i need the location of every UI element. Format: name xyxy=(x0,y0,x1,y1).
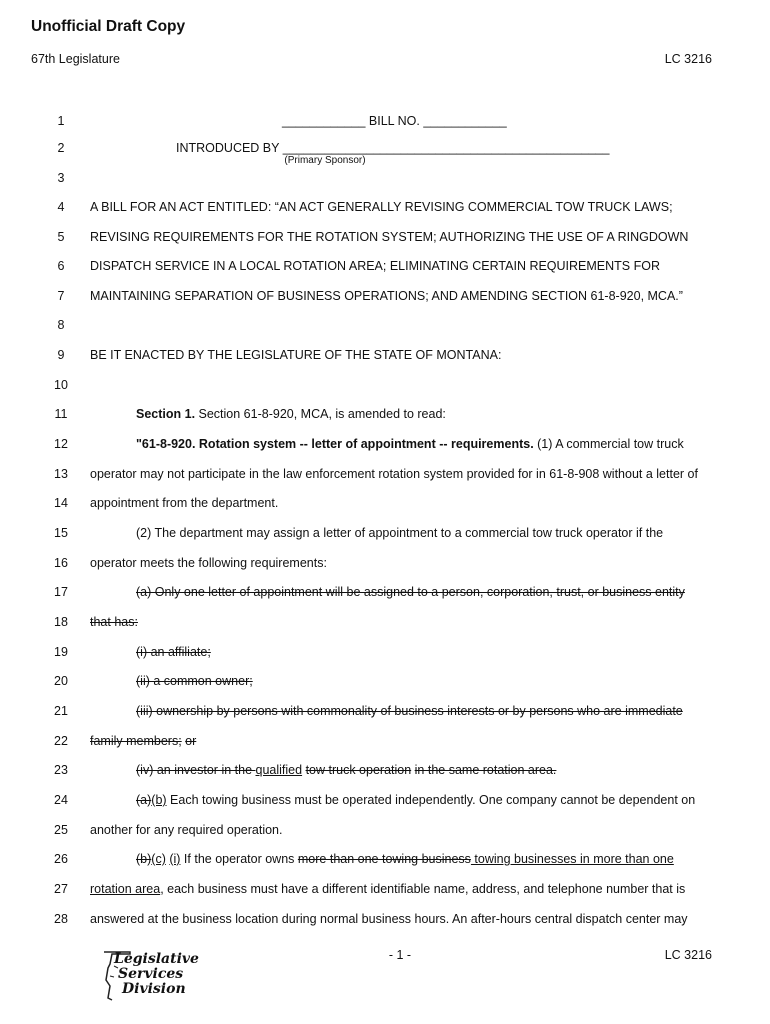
page-number: - 1 - xyxy=(388,948,412,962)
line-11 xyxy=(0,405,770,423)
line-5 xyxy=(0,228,770,246)
line-6 xyxy=(0,257,770,275)
line-21 xyxy=(0,702,770,720)
line-text: appointment from the department. xyxy=(90,496,279,510)
line-number: 6 xyxy=(57,259,65,273)
line-7 xyxy=(0,287,770,305)
struck-text: tow truck operation xyxy=(305,763,412,777)
line-13 xyxy=(0,465,770,483)
line-text xyxy=(136,850,674,868)
line-10 xyxy=(0,376,770,394)
line-number: 16 xyxy=(54,556,68,570)
line-22 xyxy=(0,732,770,750)
inserted-text: (i) xyxy=(169,852,181,866)
line-15 xyxy=(0,524,770,542)
legislature-label: 67th Legislature xyxy=(31,52,120,66)
inserted-text: (c) xyxy=(151,852,166,866)
line-number: 9 xyxy=(57,348,65,362)
line-number: 1 xyxy=(57,114,65,128)
logo-text-line3: Division xyxy=(122,981,186,997)
line-text: operator meets the following requirements: xyxy=(90,556,327,570)
line-text: REVISING REQUIREMENTS FOR THE ROTATION SYSTEM; AUTHORIZING THE USE OF A RINGDOWN xyxy=(90,230,689,244)
line-text: A BILL FOR AN ACT ENTITLED: “AN ACT GENERALLY REVISING COMMERCIAL TOW TRUCK LAWS; xyxy=(90,200,673,214)
line-8 xyxy=(0,316,770,334)
lc-number-header: LC 3216 xyxy=(664,52,712,66)
primary-sponsor-note: (Primary Sponsor) xyxy=(284,155,366,166)
line-24 xyxy=(0,791,770,809)
struck-text: more than one towing business xyxy=(297,852,471,866)
line-number: 4 xyxy=(57,200,65,214)
inserted-text: (b) xyxy=(151,793,167,807)
statute-heading: "61-8-920. Rotation system -- letter of appointment -- requirements. xyxy=(136,437,534,451)
inserted-text: towing businesses in more than one xyxy=(470,852,674,866)
line-number: 19 xyxy=(54,645,68,659)
line-number: 24 xyxy=(54,793,68,807)
line-number: 12 xyxy=(54,437,68,451)
line-14 xyxy=(0,494,770,512)
struck-text: that has: xyxy=(90,615,138,629)
struck-text: (iii) ownership by persons with commonality of business interests or by persons who are immediate xyxy=(136,704,683,718)
section-heading: Section 1. xyxy=(136,407,196,421)
line-18 xyxy=(0,613,770,631)
line-20 xyxy=(0,672,770,690)
line-number: 11 xyxy=(54,407,68,421)
line-12 xyxy=(0,435,770,453)
struck-text: (i) an affiliate; xyxy=(136,645,211,659)
line-text xyxy=(136,405,446,423)
line-number: 17 xyxy=(54,585,68,599)
line-text: MAINTAINING SEPARATION OF BUSINESS OPERATIONS; AND AMENDING SECTION 61-8-920, MCA.” xyxy=(90,289,683,303)
line-number: 3 xyxy=(57,171,65,185)
line-17 xyxy=(0,583,770,601)
line-text: operator may not participate in the law enforcement rotation system provided for in 61-8-908 without a letter of xyxy=(90,467,698,481)
line-number: 5 xyxy=(57,230,65,244)
line-number: 26 xyxy=(54,852,68,866)
statute-text: (1) A commercial tow truck xyxy=(533,437,684,451)
struck-text: in the same rotation area. xyxy=(414,763,557,777)
inserted-text: qualified xyxy=(255,763,303,777)
line-23 xyxy=(0,761,770,779)
line-19 xyxy=(0,643,770,661)
line-text: answered at the business location during normal business hours. An after-hours central dispatch center may xyxy=(90,912,688,926)
struck-text: family members; xyxy=(90,734,182,748)
plain-text: If the operator owns xyxy=(180,852,298,866)
introduced-by-line: INTRODUCED BY _______________________________________________ xyxy=(176,141,610,155)
line-text xyxy=(90,880,685,898)
logo-text-line1: Legislative xyxy=(114,951,199,967)
line-number: 28 xyxy=(54,912,68,926)
line-number: 21 xyxy=(54,704,68,718)
line-text xyxy=(136,791,695,809)
line-28 xyxy=(0,910,770,928)
line-26 xyxy=(0,850,770,868)
inserted-text: rotation area xyxy=(90,882,161,896)
struck-text: (b) xyxy=(136,852,152,866)
line-25 xyxy=(0,821,770,839)
draft-title: Unofficial Draft Copy xyxy=(31,18,186,35)
enacting-clause: BE IT ENACTED BY THE LEGISLATURE OF THE STATE OF MONTANA: xyxy=(90,348,502,362)
line-text: DISPATCH SERVICE IN A LOCAL ROTATION AREA; ELIMINATING CERTAIN REQUIREMENTS FOR xyxy=(90,259,661,273)
struck-text: (a) Only one letter of appointment will be assigned to a person, corporation, trust, or business entity xyxy=(136,585,685,599)
line-number: 7 xyxy=(57,289,65,303)
line-9 xyxy=(0,346,770,364)
lc-number-footer: LC 3216 xyxy=(664,948,712,962)
line-27 xyxy=(0,880,770,898)
line-number: 10 xyxy=(54,378,68,392)
line-4 xyxy=(0,198,770,216)
bill-number-line: ____________ BILL NO. ____________ xyxy=(282,114,507,128)
line-text xyxy=(136,761,556,779)
line-3 xyxy=(0,169,770,187)
line-number: 8 xyxy=(57,318,65,332)
line-1 xyxy=(0,112,770,130)
line-text xyxy=(136,435,684,453)
section-text: Section 61-8-920, MCA, is amended to read: xyxy=(195,407,446,421)
struck-text: (ii) a common owner; xyxy=(136,674,253,688)
line-16 xyxy=(0,554,770,572)
plain-text: , each business must have a different identifiable name, address, and telephone number that is xyxy=(160,882,686,896)
line-number: 25 xyxy=(54,823,68,837)
line-number: 14 xyxy=(54,496,68,510)
struck-text: (a) xyxy=(136,793,152,807)
line-number: 22 xyxy=(54,734,68,748)
line-number: 18 xyxy=(54,615,68,629)
struck-text: (iv) an investor in the xyxy=(136,763,256,777)
logo-text-line2: Services xyxy=(118,966,184,982)
plain-text: Each towing business must be operated independently. One company cannot be dependent on xyxy=(166,793,696,807)
line-number: 15 xyxy=(54,526,68,540)
line-text: another for any required operation. xyxy=(90,823,283,837)
line-number: 27 xyxy=(54,882,68,896)
line-number: 13 xyxy=(54,467,68,481)
line-number: 20 xyxy=(54,674,68,688)
struck-text: or xyxy=(185,734,197,748)
line-text: (2) The department may assign a letter of appointment to a commercial tow truck operator if the xyxy=(136,526,664,540)
line-number: 2 xyxy=(57,141,65,155)
line-text xyxy=(90,732,196,750)
line-number: 23 xyxy=(54,763,68,777)
